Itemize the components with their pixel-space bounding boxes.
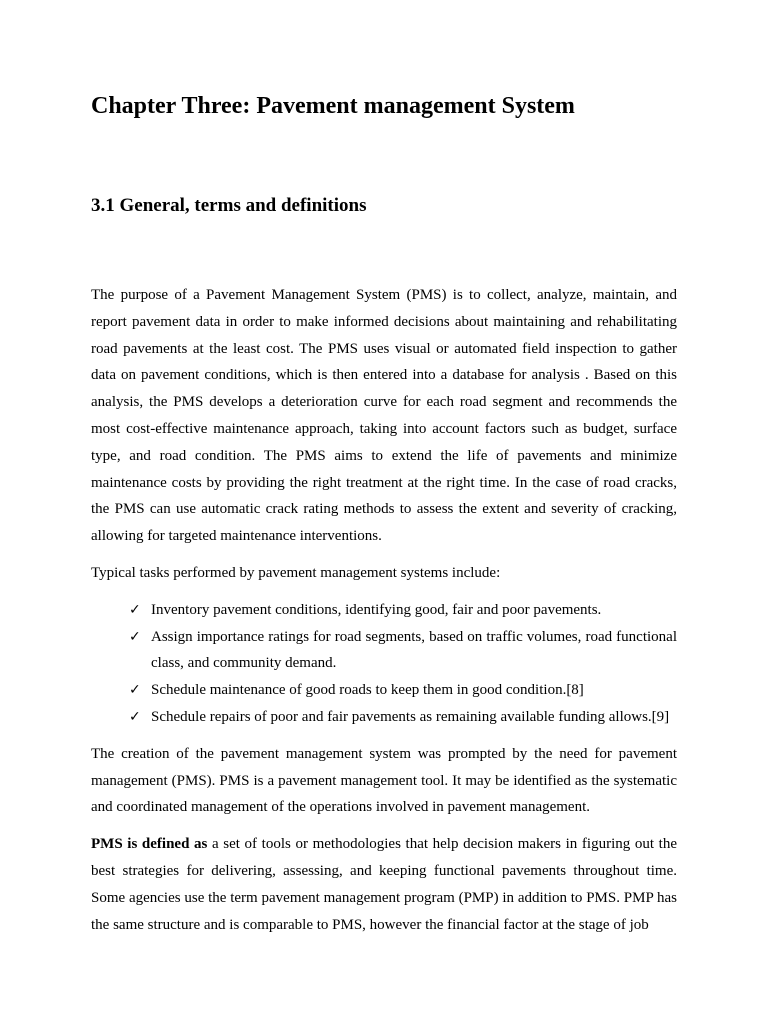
paragraph-creation: The creation of the pavement management system was prompted by the need for pavement management (PMS). PMS is a pavement management tool. It may be identified as the systematic and coordinated management of the operations involved in pavement management. — [91, 745, 677, 816]
body-text — [91, 282, 677, 948]
list-intro: Typical tasks performed by pavement management systems include: — [91, 564, 501, 581]
list-item — [129, 677, 677, 704]
checkmark-icon: ✓ — [129, 682, 141, 699]
definition-lead: PMS is defined as — [91, 836, 208, 853]
list-item — [129, 624, 677, 678]
list-item-text: Schedule repairs of poor and fair pavements as remaining available funding allows.[9] — [151, 708, 670, 725]
checkmark-icon: ✓ — [129, 601, 141, 618]
list-item-text: Assign importance ratings for road segments, based on traffic volumes, road functional class, and community demand. — [151, 628, 677, 672]
list-item-text: Schedule maintenance of good roads to keep them in good condition.[8] — [151, 682, 584, 699]
list-item — [129, 704, 677, 731]
definition-text: a set of tools or methodologies that help decision makers in figuring out the best strategies for delivering, assessing, and keeping functional pavements throughout time. Some agencies use the term pavement management program (PMP) in addition to PMS. PMP has the same structure and is comparable to PMS, however the financial factor at the stage of job — [91, 836, 677, 933]
paragraph-definition — [91, 831, 677, 938]
checkmark-icon: ✓ — [129, 628, 141, 645]
section-title: 3.1 General, terms and definitions — [91, 195, 367, 216]
chapter-title: Chapter Three: Pavement management System — [91, 93, 575, 119]
list-item — [129, 597, 677, 624]
checkmark-icon: ✓ — [129, 708, 141, 725]
list-item-text: Inventory pavement conditions, identifying good, fair and poor pavements. — [151, 601, 602, 618]
paragraph-purpose: The purpose of a Pavement Management System (PMS) is to collect, analyze, maintain, and report pavement data in order to make informed decisions about maintaining and rehabilitating road pavements at the least cost. The PMS uses visual or automated field inspection to gather data on pavement conditions, which is then entered into a database for analysis . Based on this analysis, the PMS develops a deterioration curve for each road segment and recommends the most cost-effective maintenance approach, taking into account factors such as budget, surface type, and road condition. The PMS aims to extend the life of pavements and minimize maintenance costs by providing the right treatment at the right time. In the case of road cracks, the PMS can use automatic crack rating methods to assess the extent and severity of cracking, allowing for targeted maintenance interventions. — [91, 287, 677, 545]
task-list — [91, 597, 677, 731]
